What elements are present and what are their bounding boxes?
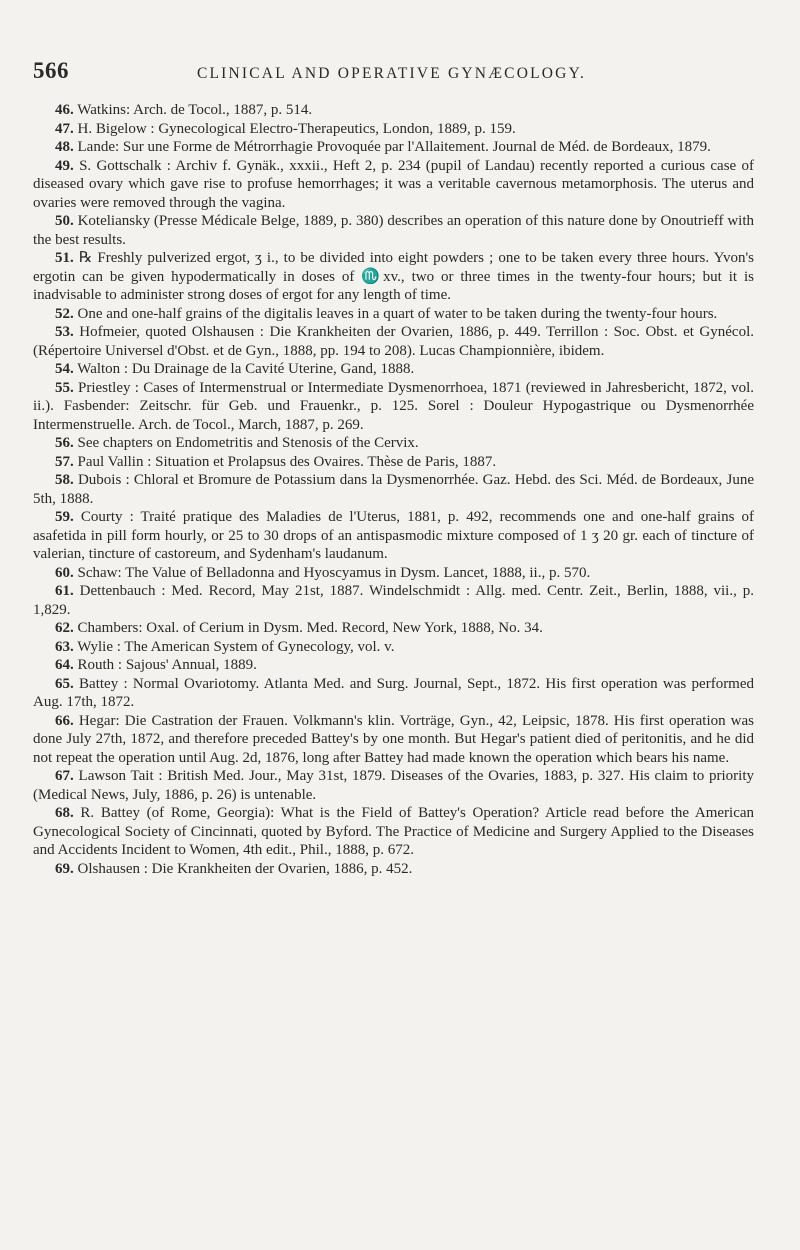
list-item: [33, 619, 754, 638]
note-number: 53.: [55, 324, 74, 340]
list-item: [33, 305, 754, 324]
note-number: 66.: [55, 712, 74, 729]
running-head: [33, 58, 754, 84]
list-item: [33, 712, 754, 768]
note-number: 57.: [55, 453, 74, 470]
note-number: 51.: [55, 250, 74, 266]
list-item: [33, 860, 754, 879]
list-item: [33, 582, 754, 619]
note-number: 50.: [55, 213, 74, 229]
note-text: Hegar: Die Castration der Frauen. Volkmann's klin. Vorträge, Gyn., 42, Leipsic, 1878. His first operation was done July 27th, 1872, and therefore preceded Battey's by one month. But Hegar's patient died of peritonitis, and he did not repeat the operation until Aug. 2d, 1876, long after Battey had made known the operation which bears his name.: [33, 712, 755, 766]
page-number: 566: [33, 58, 69, 83]
note-text: H. Bigelow : Gynecological Electro-Therapeutics, London, 1889, p. 159.: [77, 120, 516, 137]
note-number: 65.: [55, 675, 74, 692]
note-text: Hofmeier, quoted Olshausen : Die Krankheiten der Ovarien, 1886, p. 449. Terrillon : Soc. Obst. et Gynécol. (Répertoire Universel d'Obst. et de Gyn., 1888, pp. 194 to 208). Lucas Championnière, ibidem.: [33, 324, 754, 359]
note-number: 52.: [55, 305, 74, 322]
list-item: [33, 675, 754, 712]
note-number: 69.: [55, 860, 74, 877]
note-number: 58.: [55, 472, 74, 488]
note-text: Wylie : The American System of Gynecology, vol. v.: [77, 638, 395, 655]
note-text: Koteliansky (Presse Médicale Belge, 1889, p. 380) describes an operation of this nature done by Onoutrieff with the best results.: [33, 213, 754, 248]
note-text: Battey : Normal Ovariotomy. Atlanta Med. and Surg. Journal, Sept., 1872. His first operation was performed Aug. 17th, 1872.: [33, 675, 755, 710]
note-number: 63.: [55, 638, 74, 655]
note-text: S. Gottschalk : Archiv f. Gynäk., xxxii., Heft 2, p. 234 (pupil of Landau) recently reported a curious case of diseased ovary which gave rise to profuse hemorrhages; it was a veritable cavernous metamorphosis. The uterus and ovaries were removed through the vagina.: [33, 157, 754, 211]
note-number: 64.: [55, 657, 74, 673]
list-item: [33, 120, 754, 139]
list-item: [33, 564, 754, 583]
note-number: 54.: [55, 361, 74, 377]
note-number: 55.: [55, 379, 74, 396]
list-item: [33, 138, 754, 157]
note-text: One and one-half grains of the digitalis leaves in a quart of water to be taken during the twenty-four hours.: [77, 305, 718, 322]
note-number: 68.: [55, 805, 74, 821]
list-item: [33, 434, 754, 453]
list-item: [33, 360, 754, 379]
note-number: 47.: [55, 120, 74, 137]
note-number: 49.: [55, 157, 74, 174]
note-text: See chapters on Endometritis and Stenosis of the Cervix.: [77, 435, 419, 451]
note-number: 48.: [55, 139, 74, 155]
note-text: ℞ Freshly pulverized ergot, ʒ i., to be divided into eight powders ; one to be taken every three hours. Yvon's ergotin can be given hypodermatically in doses of ♏xv., two or three times in the twenty-four hours; but it is inadvisable to administer strong doses of ergot for any length of time.: [33, 250, 754, 303]
note-number: 59.: [55, 509, 74, 525]
list-item: [33, 508, 754, 564]
list-item: [33, 804, 754, 860]
note-text: Walton : Du Drainage de la Cavité Uterine, Gand, 1888.: [77, 361, 415, 377]
note-number: 46.: [55, 102, 74, 118]
note-text: Schaw: The Value of Belladonna and Hyoscyamus in Dysm. Lancet, 1888, ii., p. 570.: [77, 564, 591, 581]
note-text: Paul Vallin : Situation et Prolapsus des Ovaires. Thèse de Paris, 1887.: [77, 453, 497, 470]
note-text: Olshausen : Die Krankheiten der Ovarien, 1886, p. 452.: [77, 860, 413, 877]
note-text: Lande: Sur une Forme de Métrorrhagie Provoquée par l'Allaitement. Journal de Méd. de Bordeaux, 1879.: [77, 139, 711, 155]
list-item: [33, 471, 754, 508]
list-item: [33, 249, 754, 305]
note-text: Priestley : Cases of Intermenstrual or Intermediate Dysmenorrhoea, 1871 (reviewed in Jahresbericht, 1872, vol. ii.). Fasbender: Zeitschr. für Geb. und Frauenkr., p. 125. Sorel : Douleur Hypogastrique ou Dysmenorrhée Intermenstruelle. Arch. de Tocol., March, 1887, p. 269.: [33, 379, 754, 433]
list-item: [33, 379, 754, 435]
note-text: Lawson Tait : British Med. Jour., May 31st, 1879. Diseases of the Ovaries, 1883, p. 327. His claim to priority (Medical News, July, 1886, p. 26) is untenable.: [33, 768, 755, 803]
note-text: Routh : Sajous' Annual, 1889.: [77, 657, 257, 673]
list-item: [33, 453, 754, 472]
note-text: Watkins: Arch. de Tocol., 1887, p. 514.: [77, 102, 313, 118]
list-item: [33, 638, 754, 657]
notes-list: [33, 101, 754, 878]
list-item: [33, 212, 754, 249]
note-text: R. Battey (of Rome, Georgia): What is the Field of Battey's Operation? Article read before the American Gynecological Society of Cincinnati, quoted by Byford. The Practice of Medicine and Surgery Applied to the Diseases and Accidents Incident to Women, 4th edit., Phil., 1888, p. 672.: [33, 805, 755, 858]
note-text: Chambers: Oxal. of Cerium in Dysm. Med. Record, New York, 1888, No. 34.: [77, 620, 543, 636]
note-number: 61.: [55, 583, 74, 599]
list-item: [33, 767, 754, 804]
note-number: 60.: [55, 564, 74, 581]
note-text: Dubois : Chloral et Bromure de Potassium dans la Dysmenorrhée. Gaz. Hebd. des Sci. Méd. de Bordeaux, June 5th, 1888.: [33, 472, 754, 507]
list-item: [33, 157, 754, 213]
list-item: [33, 323, 754, 360]
book-title: CLINICAL AND OPERATIVE GYNÆCOLOGY.: [196, 65, 587, 82]
list-item: [33, 101, 754, 120]
note-text: Courty : Traité pratique des Maladies de l'Uterus, 1881, p. 492, recommends one and one-half grains of asafetida in pill form hourly, or 25 to 30 drops of an antispasmodic mixture composed of 1 ʒ 20 gr. each of tincture of valerian, tincture of castoreum, and Sydenham's laudanum.: [33, 509, 754, 562]
note-number: 62.: [55, 620, 74, 636]
note-text: Dettenbauch : Med. Record, May 21st, 1887. Windelschmidt : Allg. med. Centr. Zeit., Berlin, 1888, vii., p. 1,829.: [33, 583, 754, 618]
list-item: [33, 656, 754, 675]
note-number: 56.: [55, 435, 74, 451]
note-number: 67.: [55, 768, 74, 784]
